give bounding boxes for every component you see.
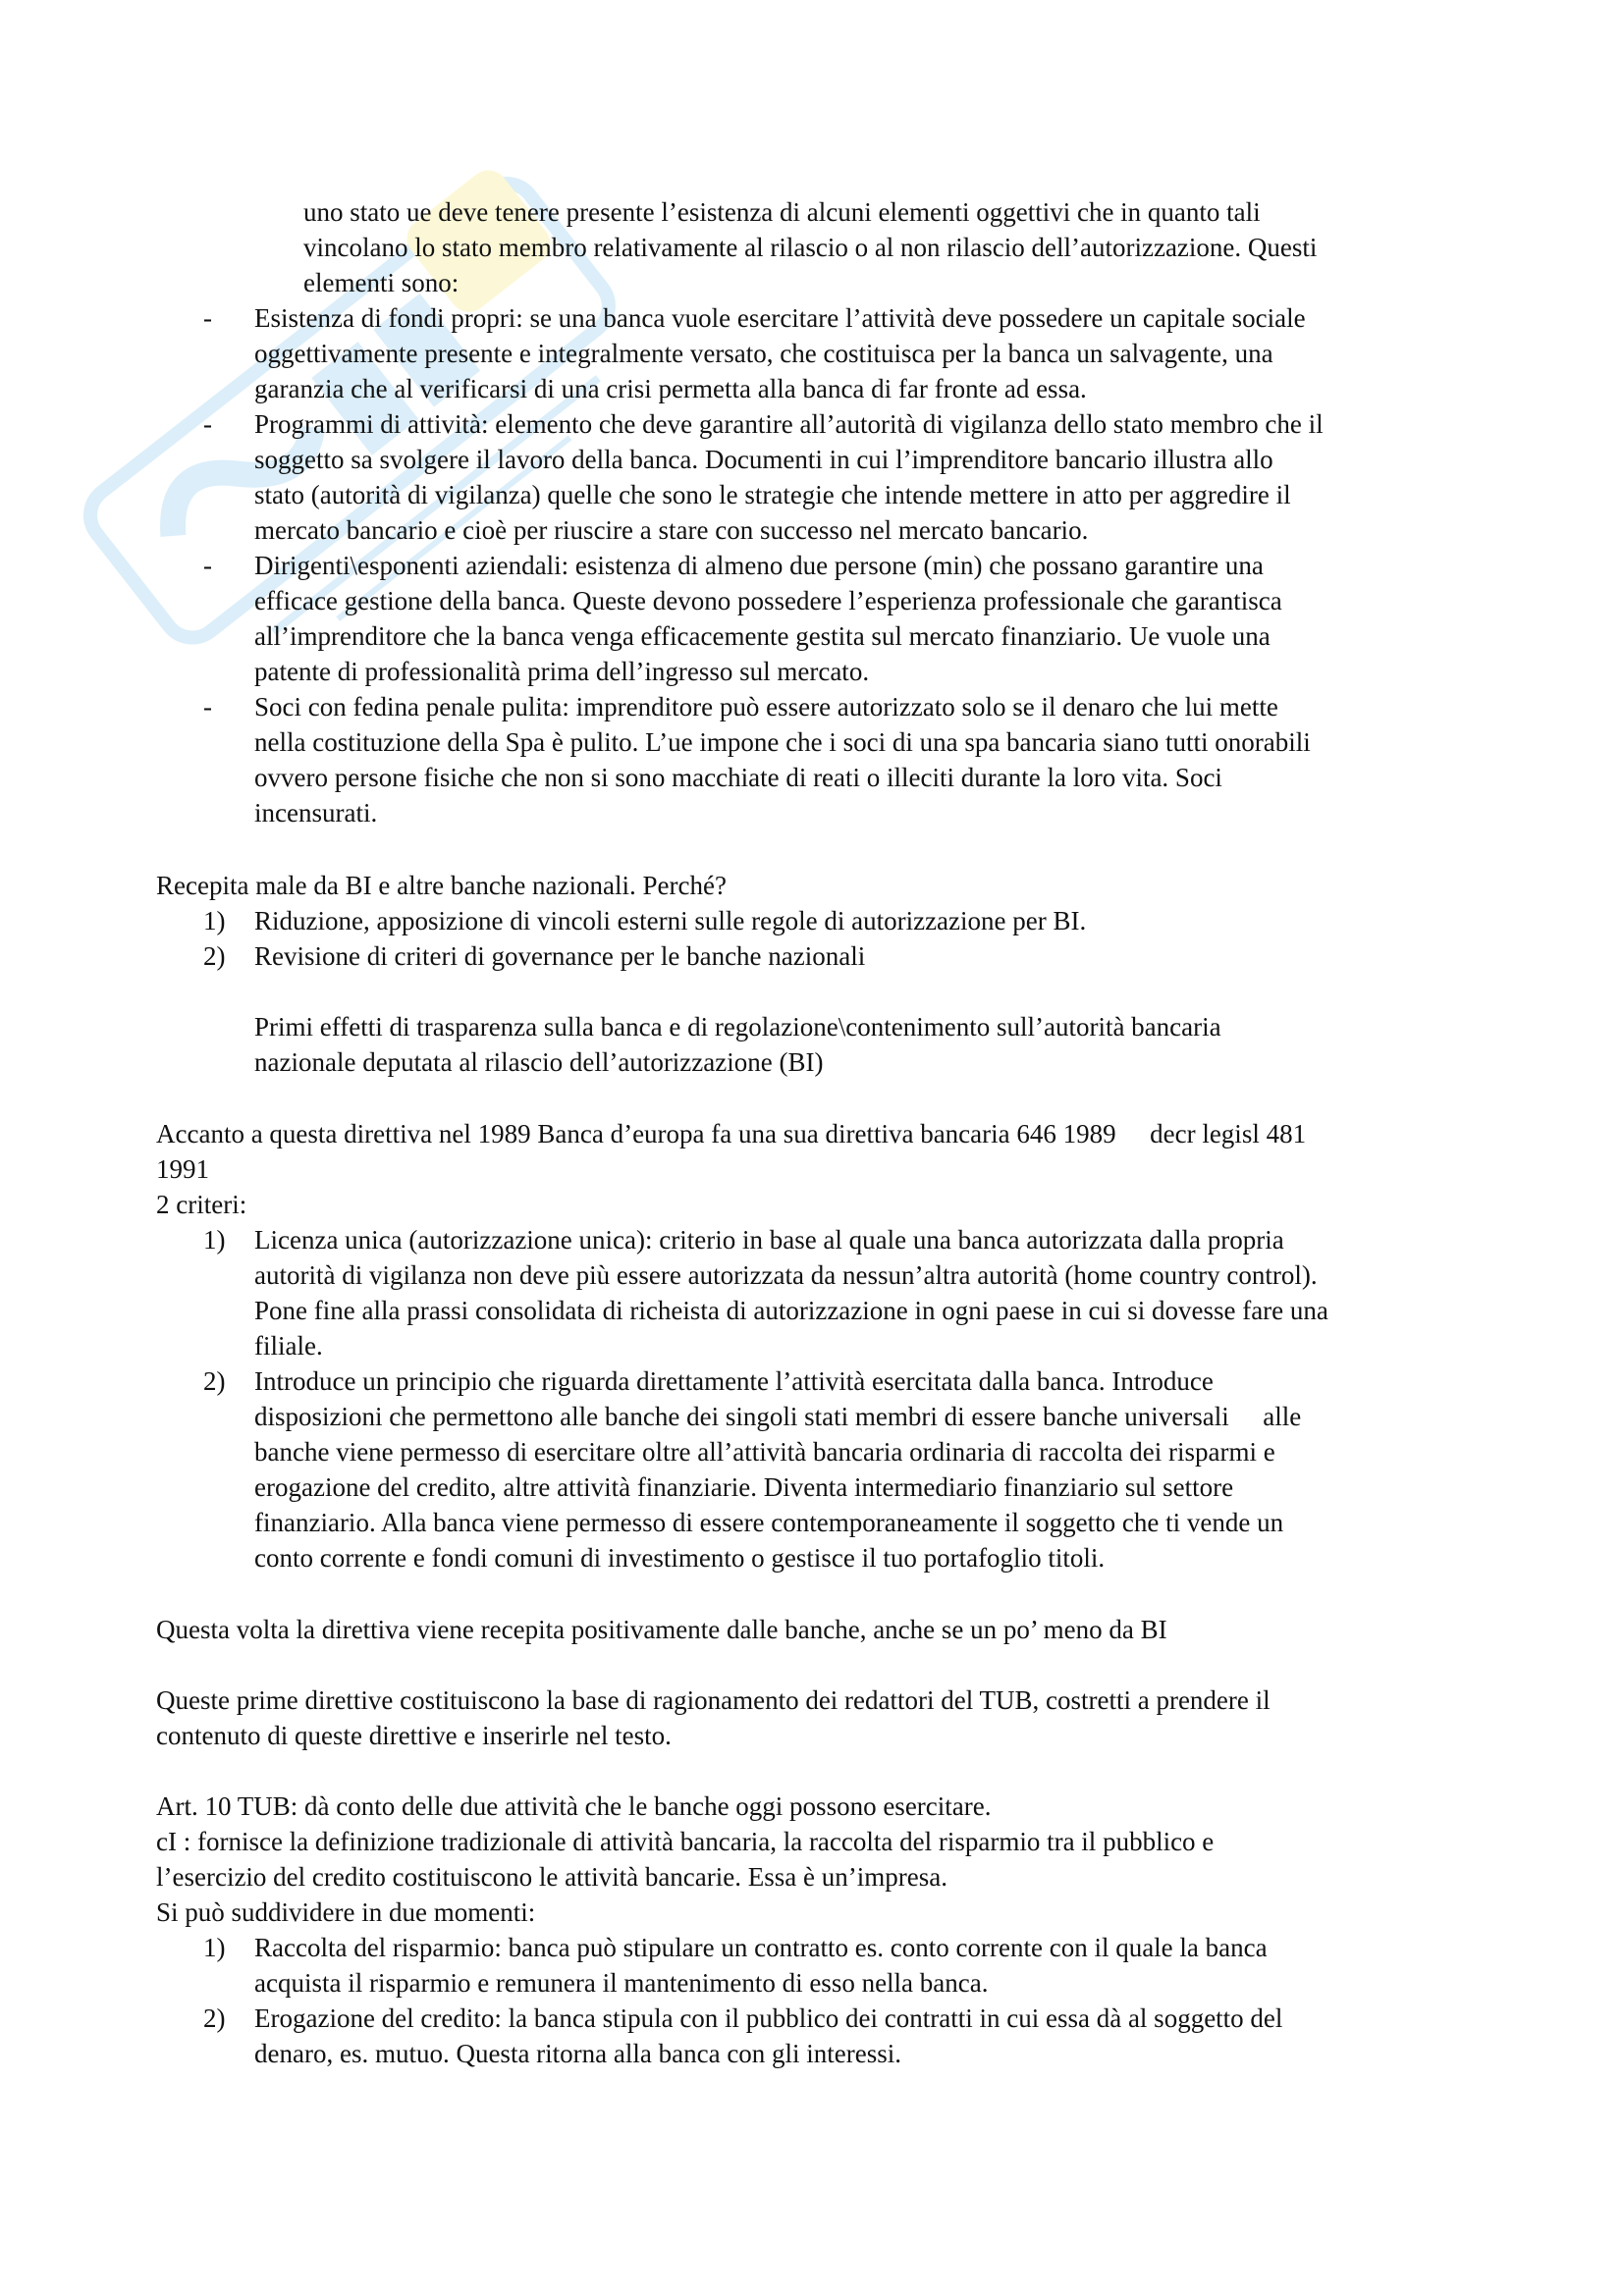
list-item-line: banche viene permesso di esercitare oltre all’attività bancaria ordinaria di raccolta dei risparmi e <box>254 1437 1275 1467</box>
paragraph-line: Queste prime direttive costituiscono la base di ragionamento dei redattori del TUB, costretti a prendere il <box>156 1685 1271 1715</box>
list-item-line: efficace gestione della banca. Queste devono possedere l’esperienza professionale che garantisca <box>254 586 1282 615</box>
list-item-line: patente di professionalità prima dell’ingresso sul mercato. <box>254 657 870 686</box>
list-item-line: Raccolta del risparmio: banca può stipulare un contratto es. conto corrente con il quale la banca <box>254 1933 1268 1962</box>
note-line: nazionale deputata al rilascio dell’autorizzazione (BI) <box>254 1047 824 1077</box>
list-item-line: Soci con fedina penale pulita: imprenditore può essere autorizzato solo se il denaro che lui mette <box>254 692 1278 721</box>
list-item-line: autorità di vigilanza non deve più essere autorizzata da nessun’altra autorità (home country control). <box>254 1260 1318 1290</box>
note-paragraph <box>254 1009 1221 1080</box>
list-marker: 2) <box>203 1366 226 1396</box>
paragraph-line: Art. 10 TUB: dà conto delle due attività che le banche oggi possono esercitare. <box>156 1791 992 1821</box>
paragraph-line: cI : fornisce la definizione tradizionale di attività bancaria, la raccolta del risparmio tra il pubblico e <box>156 1827 1215 1856</box>
list-item-line: stato (autorità di vigilanza) quelle che sono le strategie che intende mettere in atto per aggredire il <box>254 480 1291 509</box>
list-item-line: soggetto sa svolgere il lavoro della banca. Documenti in cui l’imprenditore bancario illustra allo <box>254 445 1273 474</box>
list-item-line: oggettivamente presente e integralmente versato, che costituisca per la banca un salvagente, una <box>254 339 1273 368</box>
list-item-line: Riduzione, apposizione di vincoli esterni sulle regole di autorizzazione per BI. <box>254 906 1087 935</box>
intro-paragraph <box>303 194 1317 300</box>
list-marker: - <box>203 692 212 721</box>
intro-line-3: elementi sono: <box>303 268 460 297</box>
list-item-line: all’imprenditore che la banca venga efficacemente gestita sul mercato finanziario. Ue vuole una <box>254 621 1271 651</box>
list-item-line: Dirigenti\esponenti aziendali: esistenza di almeno due persone (min) che possano garantire una <box>254 551 1264 580</box>
list-marker: 1) <box>203 1933 226 1962</box>
list-marker: 2) <box>203 941 226 971</box>
direttiva-paragraph <box>156 1116 1306 1222</box>
list-item-line: Introduce un principio che riguarda direttamente l’attività esercitata dalla banca. Introduce <box>254 1366 1214 1396</box>
list-marker: 1) <box>203 906 226 935</box>
list-item-line: mercato bancario e cioè per riuscire a stare con successo nel mercato bancario. <box>254 515 1089 545</box>
list-item-line: filiale. <box>254 1331 323 1361</box>
paragraph-line: contenuto di queste direttive e inserirle nel testo. <box>156 1721 672 1750</box>
list-marker: - <box>203 409 212 439</box>
list-item-line: ovvero persone fisiche che non si sono macchiate di reati o illeciti durante la loro vita. Soci <box>254 763 1222 792</box>
section-heading: Recepita male da BI e altre banche nazionali. Perché? <box>156 871 727 900</box>
list-marker: 2) <box>203 2003 226 2033</box>
list-marker: - <box>203 551 212 580</box>
list-item-line: finanziario. Alla banca viene permesso di essere contemporaneamente il soggetto che ti vende un <box>254 1508 1284 1537</box>
list-item-line: Esistenza di fondi propri: se una banca vuole esercitare l’attività deve possedere un capitale sociale <box>254 303 1306 333</box>
list-item-line: denaro, es. mutuo. Questa ritorna alla banca con gli interessi. <box>254 2039 902 2068</box>
paragraph-line: l’esercizio del credito costituiscono le attività bancarie. Essa è un’impresa. <box>156 1862 947 1892</box>
list-item-line: Licenza unica (autorizzazione unica): criterio in base al quale una banca autorizzata dalla propria <box>254 1225 1284 1255</box>
intro-line-2: vincolano lo stato membro relativamente al rilascio o al non rilascio dell’autorizzazione. Questi <box>303 233 1318 262</box>
paragraph-line: Accanto a questa direttiva nel 1989 Banca d’europa fa una sua direttiva bancaria 646 1989 decr legisl 481 <box>156 1119 1279 1148</box>
list-item-line: Erogazione del credito: la banca stipula con il pubblico dei contratti in cui essa dà al soggetto del <box>254 2003 1283 2033</box>
list-item-line: incensurati. <box>254 798 378 828</box>
list-item-line: acquista il risparmio e remunera il mantenimento di esso nella banca. <box>254 1968 989 1998</box>
list-marker: 1) <box>203 1225 226 1255</box>
list-item-line: garanzia che al verificarsi di una crisi permetta alla banca di far fronte ad essa. <box>254 374 1087 403</box>
list-item-line: Pone fine alla prassi consolidata di richeista di autorizzazione in ogni paese in cui si dovesse fare una <box>254 1296 1328 1325</box>
list-item-line: erogazione del credito, altre attività finanziarie. Diventa intermediario finanziario sul settore <box>254 1472 1234 1502</box>
intro-line-1: uno stato ue deve tenere presente l’esistenza di alcuni elementi oggettivi che in quanto tali <box>303 197 1261 227</box>
paragraph-line: 2 criteri: <box>156 1190 247 1219</box>
list-item-line: conto corrente e fondi comuni di investimento o gestisce il tuo portafoglio titoli. <box>254 1543 1106 1573</box>
paragraph-line: Si può suddividere in due momenti: <box>156 1897 536 1927</box>
paragraph <box>156 1682 1271 1753</box>
list-item-line: disposizioni che permettono alle banche dei singoli stati membri di essere banche universali alle <box>254 1402 1274 1431</box>
list-marker: - <box>203 303 212 333</box>
list-item-line: Programmi di attività: elemento che deve garantire all’autorità di vigilanza dello stato membro che il <box>254 409 1324 439</box>
paragraph: Questa volta la direttiva viene recepita positivamente dalle banche, anche se un po’ meno da BI <box>156 1615 1167 1644</box>
paragraph-line: 1991 <box>156 1154 209 1184</box>
art10-paragraph <box>156 1789 1214 1930</box>
list-item-line: Revisione di criteri di governance per le banche nazionali <box>254 941 866 971</box>
list-item-line: nella costituzione della Spa è pulito. L’ue impone che i soci di una spa bancaria siano tutti onorabili <box>254 727 1311 757</box>
note-line: Primi effetti di trasparenza sulla banca e di regolazione\contenimento sull’autorità bancaria <box>254 1012 1221 1041</box>
